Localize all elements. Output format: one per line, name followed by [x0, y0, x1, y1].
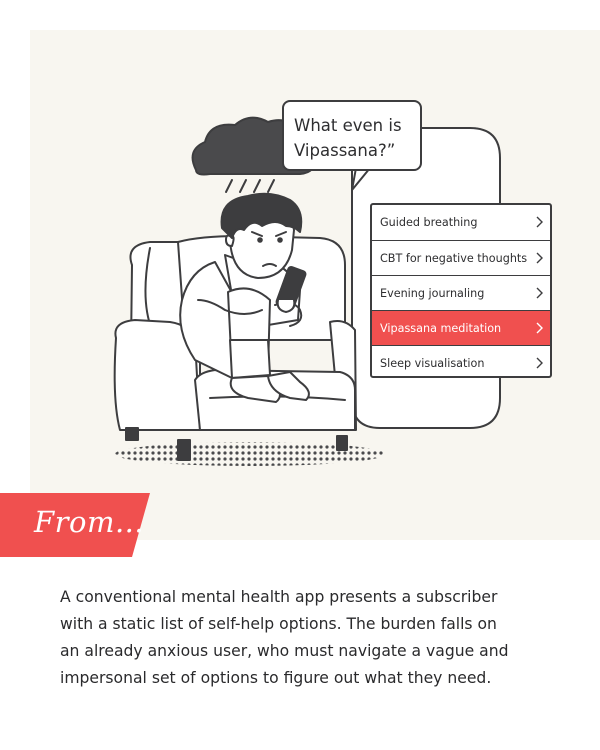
speech-line: Vipassana?” — [294, 141, 396, 160]
option-sleep-visualisation[interactable] — [372, 345, 550, 380]
caption-line: A conventional mental health app presents a subscriber — [60, 588, 498, 606]
chevron-right-icon — [534, 287, 544, 299]
chevron-right-icon — [534, 357, 544, 369]
caption — [60, 584, 520, 692]
option-label: Evening journaling — [380, 286, 485, 300]
option-evening-journaling[interactable] — [372, 275, 550, 310]
self-help-options-list — [370, 203, 552, 378]
option-vipassana-meditation[interactable] — [372, 310, 550, 345]
chevron-right-icon — [534, 216, 544, 228]
option-cbt[interactable] — [372, 240, 550, 275]
chevron-right-icon — [534, 252, 544, 264]
caption-line: an already anxious user, who must navigate a vague and — [60, 642, 509, 660]
caption-line: with a static list of self-help options. The burden falls on — [60, 615, 497, 633]
option-label: Guided breathing — [380, 216, 478, 229]
option-label: Sleep visualisation — [380, 356, 485, 370]
caption-line: impersonal set of options to figure out what they need. — [60, 669, 492, 687]
speech-line: What even is — [294, 116, 402, 135]
option-guided-breathing[interactable] — [372, 205, 550, 240]
chevron-right-icon — [534, 322, 544, 334]
from-label: From... — [34, 505, 145, 539]
speech-bubble — [282, 100, 422, 171]
option-label: CBT for negative thoughts — [380, 251, 528, 265]
option-label: Vipassana meditation — [380, 321, 502, 335]
